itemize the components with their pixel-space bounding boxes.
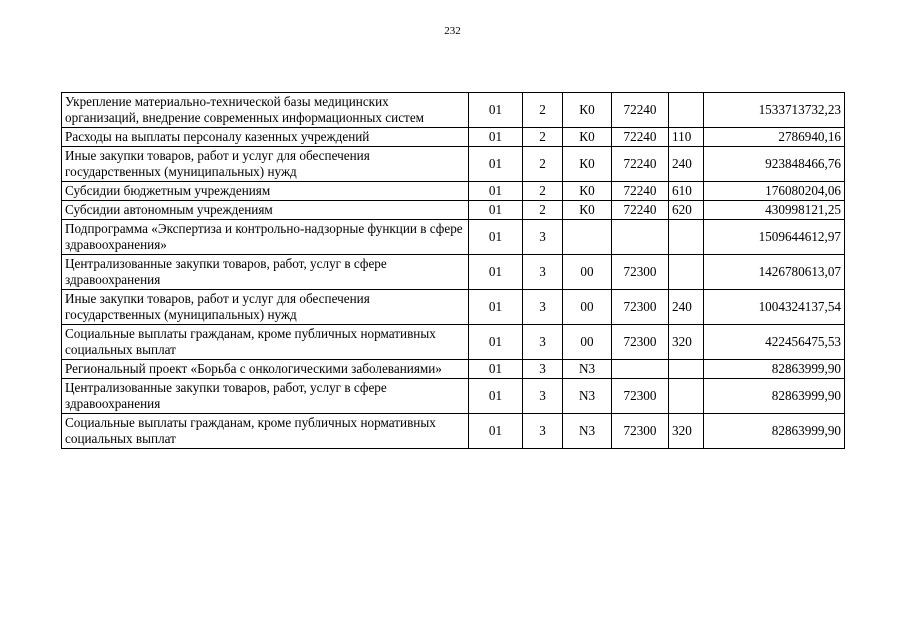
row-subsection-cell: 3 <box>523 255 563 290</box>
row-name-cell: Иные закупки товаров, работ и услуг для обеспечения государственных (муниципальных) нужд <box>62 290 469 325</box>
row-amount-cell: 923848466,76 <box>704 147 845 182</box>
row-subsection-cell: 3 <box>523 360 563 379</box>
row-program-code-cell: 00 <box>563 290 612 325</box>
row-section-cell: 01 <box>469 201 523 220</box>
row-amount-cell: 1533713732,23 <box>704 93 845 128</box>
row-expense-type-cell <box>669 379 704 414</box>
row-expense-type-cell: 620 <box>669 201 704 220</box>
table-row <box>62 290 845 325</box>
row-subsection-cell: 3 <box>523 290 563 325</box>
row-program-code-cell: К0 <box>563 201 612 220</box>
row-program-code-cell: 00 <box>563 255 612 290</box>
row-section-cell: 01 <box>469 182 523 201</box>
row-expense-type-cell <box>669 255 704 290</box>
row-name-cell: Субсидии бюджетным учреждениям <box>62 182 469 201</box>
row-program-code-cell: N3 <box>563 379 612 414</box>
table-row <box>62 360 845 379</box>
row-section-cell: 01 <box>469 290 523 325</box>
row-direction-code-cell: 72300 <box>612 414 669 449</box>
row-expense-type-cell <box>669 220 704 255</box>
table-row <box>62 128 845 147</box>
table-row <box>62 414 845 449</box>
row-expense-type-cell: 320 <box>669 325 704 360</box>
row-name-cell: Социальные выплаты гражданам, кроме публичных нормативных социальных выплат <box>62 414 469 449</box>
row-section-cell: 01 <box>469 414 523 449</box>
row-expense-type-cell: 610 <box>669 182 704 201</box>
row-program-code-cell: К0 <box>563 128 612 147</box>
row-name-cell: Социальные выплаты гражданам, кроме публичных нормативных социальных выплат <box>62 325 469 360</box>
row-name-cell: Расходы на выплаты персоналу казенных учреждений <box>62 128 469 147</box>
row-section-cell: 01 <box>469 93 523 128</box>
page-number: 232 <box>444 25 461 37</box>
row-name-cell: Укрепление материально-технической базы медицинских организаций, внедрение современных информационных систем <box>62 93 469 128</box>
table-row <box>62 182 845 201</box>
row-subsection-cell: 2 <box>523 147 563 182</box>
row-name-cell: Региональный проект «Борьба с онкологическими заболеваниями» <box>62 360 469 379</box>
row-direction-code-cell <box>612 220 669 255</box>
row-program-code-cell <box>563 220 612 255</box>
row-amount-cell: 1426780613,07 <box>704 255 845 290</box>
budget-table-body <box>62 93 845 449</box>
row-amount-cell: 82863999,90 <box>704 414 845 449</box>
row-direction-code-cell: 72300 <box>612 325 669 360</box>
row-program-code-cell: N3 <box>563 360 612 379</box>
row-direction-code-cell: 72240 <box>612 201 669 220</box>
row-amount-cell: 430998121,25 <box>704 201 845 220</box>
row-subsection-cell: 3 <box>523 414 563 449</box>
row-expense-type-cell <box>669 93 704 128</box>
row-subsection-cell: 3 <box>523 220 563 255</box>
row-amount-cell: 1509644612,97 <box>704 220 845 255</box>
row-direction-code-cell: 72240 <box>612 93 669 128</box>
row-program-code-cell: К0 <box>563 93 612 128</box>
row-direction-code-cell: 72300 <box>612 290 669 325</box>
row-amount-cell: 82863999,90 <box>704 360 845 379</box>
row-section-cell: 01 <box>469 255 523 290</box>
row-amount-cell: 2786940,16 <box>704 128 845 147</box>
row-section-cell: 01 <box>469 220 523 255</box>
row-subsection-cell: 2 <box>523 93 563 128</box>
table-row <box>62 325 845 360</box>
row-amount-cell: 1004324137,54 <box>704 290 845 325</box>
row-program-code-cell: N3 <box>563 414 612 449</box>
budget-table <box>61 92 845 449</box>
row-amount-cell: 176080204,06 <box>704 182 845 201</box>
row-direction-code-cell: 72300 <box>612 379 669 414</box>
row-expense-type-cell: 240 <box>669 147 704 182</box>
table-row <box>62 255 845 290</box>
row-section-cell: 01 <box>469 360 523 379</box>
table-row <box>62 201 845 220</box>
row-name-cell: Субсидии автономным учреждениям <box>62 201 469 220</box>
row-expense-type-cell: 320 <box>669 414 704 449</box>
row-direction-code-cell: 72240 <box>612 147 669 182</box>
row-section-cell: 01 <box>469 128 523 147</box>
row-section-cell: 01 <box>469 379 523 414</box>
row-program-code-cell: 00 <box>563 325 612 360</box>
row-direction-code-cell: 72300 <box>612 255 669 290</box>
table-row <box>62 147 845 182</box>
row-name-cell: Централизованные закупки товаров, работ, услуг в сфере здравоохранения <box>62 379 469 414</box>
row-expense-type-cell <box>669 360 704 379</box>
table-row <box>62 220 845 255</box>
row-name-cell: Централизованные закупки товаров, работ, услуг в сфере здравоохранения <box>62 255 469 290</box>
row-subsection-cell: 2 <box>523 182 563 201</box>
row-direction-code-cell <box>612 360 669 379</box>
row-amount-cell: 422456475,53 <box>704 325 845 360</box>
row-subsection-cell: 3 <box>523 325 563 360</box>
row-expense-type-cell: 110 <box>669 128 704 147</box>
row-subsection-cell: 3 <box>523 379 563 414</box>
row-expense-type-cell: 240 <box>669 290 704 325</box>
row-name-cell: Иные закупки товаров, работ и услуг для обеспечения государственных (муниципальных) нужд <box>62 147 469 182</box>
row-direction-code-cell: 72240 <box>612 182 669 201</box>
table-row <box>62 93 845 128</box>
row-section-cell: 01 <box>469 325 523 360</box>
row-direction-code-cell: 72240 <box>612 128 669 147</box>
table-row <box>62 379 845 414</box>
row-subsection-cell: 2 <box>523 201 563 220</box>
row-section-cell: 01 <box>469 147 523 182</box>
row-name-cell: Подпрограмма «Экспертиза и контрольно-надзорные функции в сфере здравоохранения» <box>62 220 469 255</box>
row-program-code-cell: К0 <box>563 182 612 201</box>
row-amount-cell: 82863999,90 <box>704 379 845 414</box>
row-subsection-cell: 2 <box>523 128 563 147</box>
row-program-code-cell: К0 <box>563 147 612 182</box>
